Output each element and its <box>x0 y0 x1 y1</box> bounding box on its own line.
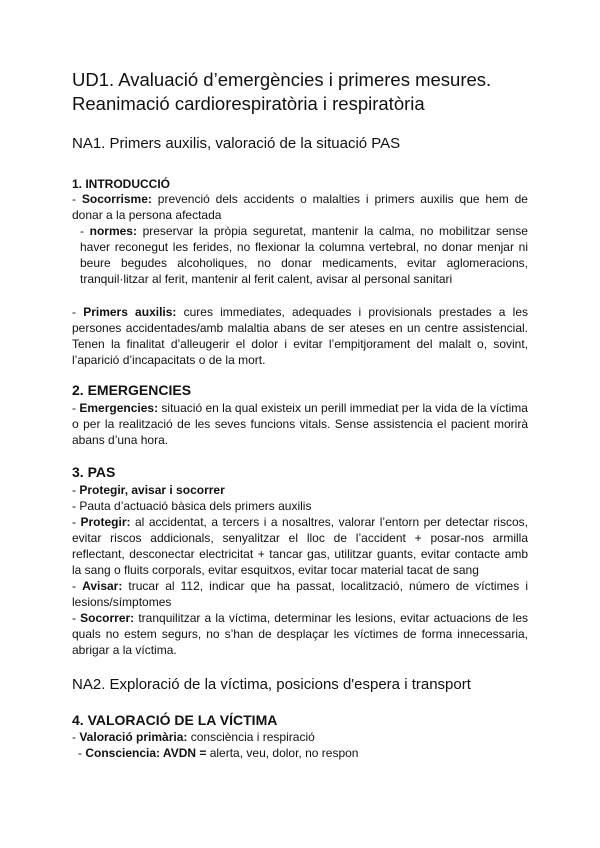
protegir-paragraph: - Protegir: al accidentat, a tercers i a nosaltres, valorar l’entorn per detectar riscos, evitar riscos addicionals, senyalitzar el lloc de l’accident + posar-nos armilla reflectant, desconectar electricitat + tancar gas, utilitzar guants, evitar contacte amb la sang o fluits corporals, evitar esquitxos, evitar tocar material tacat de sang <box>72 515 528 577</box>
normes-paragraph: - normes: preservar la pròpia seguretat, mantenir la calma, no mobilitzar sense haver reconegut les ferides, no flexionar la columna vertebral, no donar menjar ni beure begudes alcoholiques, no donar medicaments, evitar aglomeracions, tranquil·litzar al ferit, mantenir al ferit calent, avisar al personal sanitari <box>80 224 528 286</box>
protegir-label: Protegir: <box>80 515 131 529</box>
valoracio-primaria-line: - Valoració primària: consciència i respiració <box>72 730 315 744</box>
pas-line-2: - Pauta d’actuació bàsica dels primers auxilis <box>72 499 312 513</box>
primers-auxilis-paragraph: - Primers auxilis: cures immediates, adequades i provisionals prestades a les persones accidentades/amb malaltia abans de ser ateses en un centre assistencial. Tenen la finalitat d’alleugerir el dolor i evitar l’empitjorament del malalt o, sovint, l’aparició d’incapacitats o de la mort. <box>72 305 528 367</box>
socorrer-text: tranquilitzar a la víctima, determinar les lesions, evitar actuacions de les quals no estem segurs, no s’han de desplaçar les víctimes de forma innecessaria, abrigar a la víctima. <box>72 611 528 657</box>
emergencies-label: Emergencies: <box>79 401 159 415</box>
consciencia-line: - Consciencia: AVDN = alerta, veu, dolor, no respon <box>78 746 359 760</box>
na1-heading: NA1. Primers auxilis, valoració de la situació PAS <box>72 135 401 152</box>
normes-label: normes: <box>89 224 137 238</box>
protegir-text: al accidentat, a tercers i a nosaltres, valorar l’entorn per detectar riscos, evitar riscos addicionals, senyalitzar el lloc de l’accident + posar-nos armilla reflectant, desconectar electricitat + tancar gas, utilitzar guants, evitar contacte amb la sang o fluits corporals, evitar esquitxos, evitar tocar material tacat de sang <box>72 515 528 577</box>
normes-text: preservar la pròpia seguretat, mantenir la calma, no mobilitzar sense haver reconegut les ferides, no flexionar la columna vertebral, no donar menjar ni beure begudes alcoholiques, no donar medicaments, evitar aglomeracions, tranquil·litzar al ferit, mantenir al ferit calent, avisar al personal sanitari <box>80 224 528 286</box>
emergencies-paragraph: - Emergencies: situació en la qual existeix un perill immediat per la vida de la víctima o per la realització de les seves funcions vitals. Sense assistencia el pacient morirà abans d’una hora. <box>72 401 528 447</box>
pas-line-1-text: Protegir, avisar i socorrer <box>79 483 225 497</box>
socorrisme-text: prevenció dels accidents o malalties i primers auxilis que hem de donar a la persona afectada <box>72 192 528 222</box>
primers-auxilis-label: Primers auxilis: <box>83 305 177 319</box>
pas-line-1: - Protegir, avisar i socorrer <box>72 483 225 497</box>
socorrisme-paragraph: - Socorrisme: prevenció dels accidents o malalties i primers auxilis que hem de donar a la persona afectada <box>72 192 528 222</box>
consciencia-label: Consciencia: AVDN = <box>85 746 207 760</box>
na2-heading: NA2. Exploració de la víctima, posicions d'espera i transport <box>72 676 471 693</box>
valoracio-primaria-text: consciència i respiració <box>187 730 315 744</box>
avisar-text: trucar al 112, indicar que ha passat, localització, número de víctimes i lesions/símptomes <box>72 579 528 609</box>
section-4-heading: 4. VALORACIÓ DE LA VÍCTIMA <box>72 712 278 728</box>
valoracio-primaria-label: Valoració primària: <box>79 730 188 744</box>
avisar-label: Avisar: <box>82 579 123 593</box>
emergencies-text: situació en la qual existeix un perill immediat per la vida de la víctima o per la realització de les seves funcions vitals. Sense assistencia el pacient morirà abans d’una hora. <box>72 401 528 447</box>
socorrer-label: Socorrer: <box>80 611 135 625</box>
socorrer-paragraph: - Socorrer: tranquilitzar a la víctima, determinar les lesions, evitar actuacions de les quals no estem segurs, no s’han de desplaçar les víctimes de forma innecessaria, abrigar a la víctima. <box>72 611 528 657</box>
primers-auxilis-text: cures immediates, adequades i provisionals prestades a les persones accidentades/amb malaltia abans de ser ateses en un centre assistencial. Tenen la finalitat d’alleugerir el dolor i evitar l’empitjorament del malalt o, sovint, l’aparició d’incapacitats o de la mort. <box>72 305 528 367</box>
section-3-heading: 3. PAS <box>72 464 116 480</box>
socorrisme-label: Socorrisme: <box>81 192 152 206</box>
avisar-paragraph: - Avisar: trucar al 112, indicar que ha passat, localització, número de víctimes i lesions/símptomes <box>72 579 528 609</box>
section-1-heading: 1. INTRODUCCIÓ <box>72 177 171 191</box>
consciencia-text: alerta, veu, dolor, no respon <box>206 746 359 760</box>
section-2-heading: 2. EMERGENCIES <box>72 382 192 398</box>
document-title: UD1. Avaluació d’emergències i primeres mesures. Reanimació cardiorespiratòria i respiratòria <box>72 69 492 114</box>
